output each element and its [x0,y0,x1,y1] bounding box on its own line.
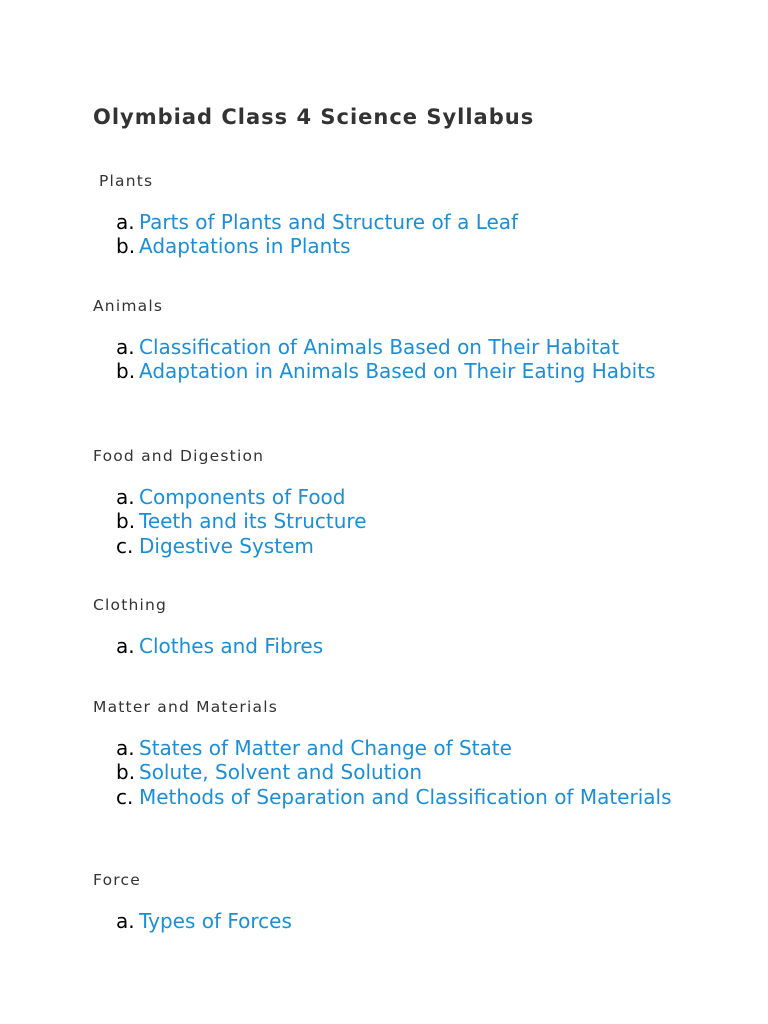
topic-link[interactable]: Adaptations in Plants [139,234,351,259]
list-item [93,534,733,558]
topic-list [93,335,733,384]
section-plants [93,172,733,259]
section-heading: Matter and Materials [93,698,278,716]
list-marker: a. [116,210,135,234]
list-item [93,485,733,509]
list-marker: c. [116,784,134,809]
list-item [93,760,733,784]
topic-link[interactable]: Teeth and its Structure [139,509,367,534]
list-marker: a. [116,736,135,760]
topic-link[interactable]: States of Matter and Change of State [139,736,512,760]
list-marker: b. [116,359,136,384]
topic-link[interactable]: Parts of Plants and Structure of a Leaf [139,210,519,234]
list-item [93,909,733,933]
topic-link[interactable]: Methods of Separation and Classification of Materials [139,784,672,809]
list-marker: b. [116,760,136,785]
list-item [93,359,733,383]
list-item [93,210,733,234]
topic-link[interactable]: Adaptation in Animals Based on Their Eating Habits [139,359,656,384]
topic-link[interactable]: Solute, Solvent and Solution [139,760,422,785]
list-item [93,634,733,658]
list-marker: a. [116,634,135,658]
topic-link[interactable]: Digestive System [139,533,314,558]
list-marker: a. [116,909,135,933]
list-item [93,335,733,359]
list-marker: b. [116,234,136,259]
list-marker: c. [116,533,134,558]
section-matter-and-materials [93,698,733,809]
topic-link[interactable]: Clothes and Fibres [139,634,324,658]
list-item [93,736,733,760]
section-food-and-digestion [93,447,733,558]
list-marker: a. [116,485,135,509]
list-marker: b. [116,509,136,534]
page-title: Olymbiad Class 4 Science Syllabus [93,105,535,129]
section-heading: Force [93,871,141,889]
section-heading: Animals [93,297,164,315]
topic-list [93,736,733,809]
list-item [93,785,733,809]
topic-link[interactable]: Types of Forces [139,909,292,933]
section-clothing [93,596,733,658]
topic-link[interactable]: Components of Food [139,485,346,509]
topic-list [93,909,733,933]
list-item [93,509,733,533]
list-marker: a. [116,335,135,359]
section-heading: Food and Digestion [93,447,265,465]
topic-list [93,634,733,658]
list-item [93,234,733,258]
topic-list [93,485,733,558]
section-heading: Plants [99,172,154,190]
topic-link[interactable]: Classification of Animals Based on Their Habitat [139,335,620,359]
section-force [93,871,733,933]
topic-list [93,210,733,259]
section-animals [93,297,733,384]
section-heading: Clothing [93,596,168,614]
